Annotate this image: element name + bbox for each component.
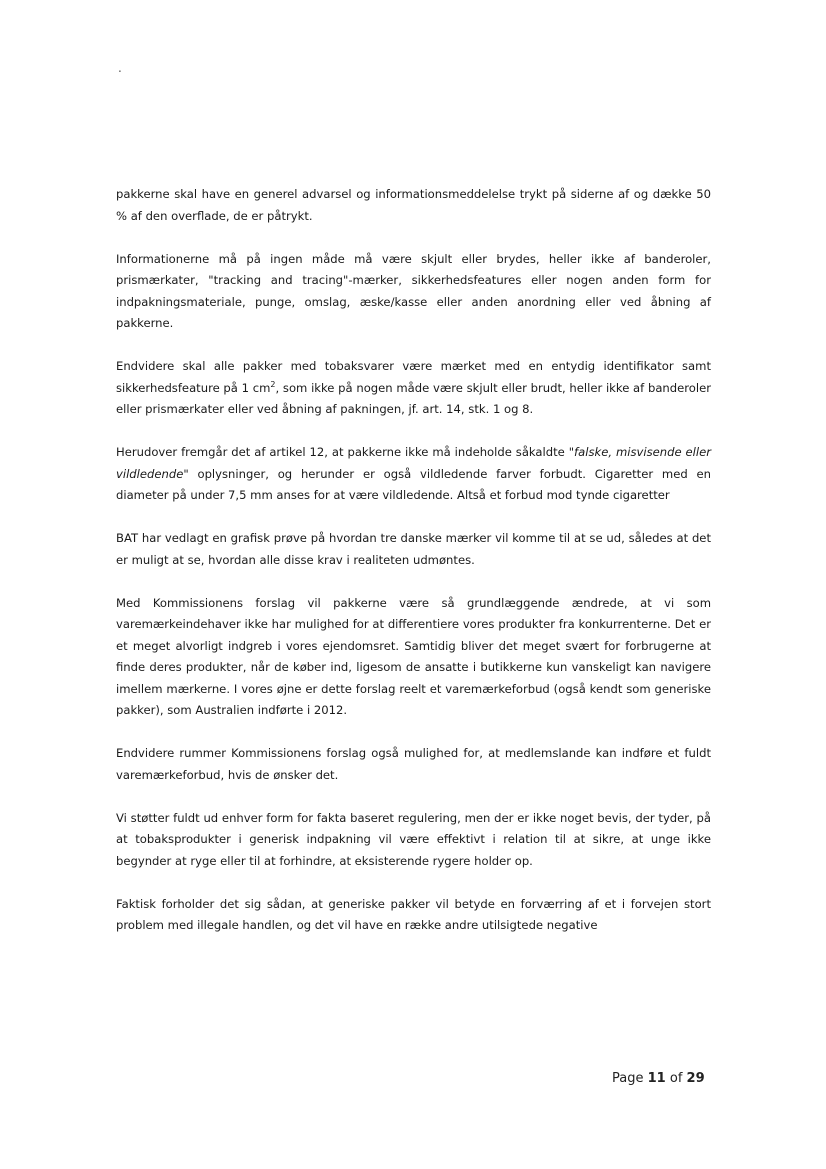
- superscript: 2: [270, 379, 276, 389]
- paragraph-4-quote: "falske, misvisende eller vildledende": [116, 445, 711, 481]
- paragraph-7: Endvidere rummer Kommissionens forslag også mulighed for, at medlemslande kan indføre et fuldt varemærkeforbud, hvis de ønsker det.: [116, 746, 711, 782]
- paragraph-4: [116, 442, 711, 507]
- paragraph-5: BAT har vedlagt en grafisk prøve på hvordan tre danske mærker vil komme til at se ud, således at det er muligt at se, hvordan alle disse krav i realiteten udmøntes.: [116, 531, 711, 567]
- paragraph-4-text-b: oplysninger, og herunder er også vildledende farver forbudt. Cigaretter med en diameter på under 7,5 mm anses for at være vildledende. Altså et forbud mod tynde cigaretter: [116, 466, 711, 502]
- stray-mark: .: [118, 61, 122, 75]
- of-label: of: [669, 1071, 683, 1086]
- page-label: Page: [612, 1071, 644, 1086]
- document-body: [116, 184, 711, 958]
- page-number: [612, 1071, 705, 1086]
- paragraph-3-text-b: , som ikke på nogen måde være skjult eller brudt, heller ikke af banderoler eller prismærkater eller ved åbning af pakningen, jf. art. 14, stk. 1 og 8.: [116, 380, 711, 416]
- paragraph-8: Vi støtter fuldt ud enhver form for fakta baseret regulering, men der er ikke noget bevis, der tyder, på at tobaksprodukter i generisk indpakning vil være effektivt i relation til at sikre, at unge ikke begynder at ryge eller til at forhindre, at eksisterende rygere holder op.: [116, 810, 711, 868]
- paragraph-3: [116, 356, 711, 421]
- paragraph-6: Med Kommissionens forslag vil pakkerne være så grundlæggende ændrede, at vi som varemærkeindehaver ikke har mulighed for at differentiere vores produkter fra konkurrenterne. Det er et meget alvorligt indgreb i vores ejendomsret. Samtidig bliver det meget svært for forbrugerne at finde deres produkter, når de køber ind, ligesom de ansatte i butikkerne kun vanskeligt kan navigere imellem mærkerne. I vores øjne er dette forslag reelt et varemærkeforbud (også kendt som generiske pakker), som Australien indførte i 2012.: [116, 595, 711, 717]
- total-pages: 29: [686, 1071, 705, 1086]
- paragraph-1: pakkerne skal have en generel advarsel og informationsmeddelelse trykt på siderne af og dække 50 % af den overflade, de er påtrykt.: [116, 187, 711, 223]
- paragraph-9: Faktisk forholder det sig sådan, at generiske pakker vil betyde en forværring af et i forvejen stort problem med illegale handlen, og det vil have en række andre utilsigtede negative: [116, 896, 711, 932]
- paragraph-4-text-a: Herudover fremgår det af artikel 12, at pakkerne ikke må indeholde såkaldte: [116, 445, 569, 459]
- current-page: 11: [647, 1071, 666, 1086]
- paragraph-2: Informationerne må på ingen måde må være skjult eller brydes, heller ikke af banderoler, prismærkater, "tracking and tracing"-mærker, sikkerhedsfeatures eller nogen anden form for indpakningsmateriale, punge, omslag, æske/kasse eller anden anordning eller ved åbning af pakkerne.: [116, 251, 711, 330]
- paragraph-3-text-a: Endvidere skal alle pakker med tobaksvarer være mærket med en entydig identifikator samt sikkerhedsfeature på 1 cm: [116, 359, 711, 395]
